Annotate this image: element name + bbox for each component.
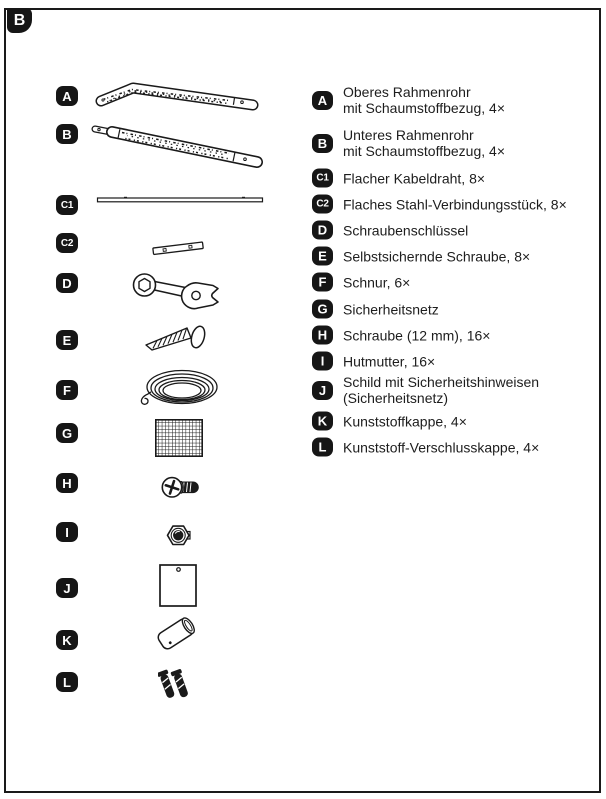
legend-item-h <box>312 326 490 345</box>
illustration-plastic-cap <box>154 610 200 656</box>
legend-badge-e: E <box>312 247 333 266</box>
legend-item-b <box>312 127 505 159</box>
illustration-lower-frame-tube <box>91 121 263 169</box>
part-marker-h: H <box>56 473 78 493</box>
legend-badge-l: L <box>312 438 333 457</box>
legend-label-c1: Flacher Kabeldraht, 8× <box>343 170 486 186</box>
legend-badge-f: F <box>312 273 333 292</box>
legend-badge-j: J <box>312 381 333 400</box>
part-marker-k: K <box>56 630 78 650</box>
part-marker-g: G <box>56 423 78 443</box>
legend-badge-g: G <box>312 300 333 319</box>
part-marker-e: E <box>56 330 78 350</box>
legend-label-a-line1: Oberes Rahmenrohr <box>343 84 471 100</box>
legend-badge-k: K <box>312 412 333 431</box>
legend-item-k <box>312 412 467 431</box>
legend-badge-i: I <box>312 352 333 371</box>
legend-label-c2: Flaches Stahl-Verbindungsstück, 8× <box>343 196 567 212</box>
illustration-safety-notice-sign <box>159 561 197 607</box>
part-marker-i: I <box>56 522 78 542</box>
illustration-cord-coil <box>139 368 219 410</box>
legend-label-b-line2: mit Schaumstoffbezug, 4× <box>343 143 505 159</box>
part-marker-c1: C1 <box>56 195 78 215</box>
legend-item-f <box>312 273 410 292</box>
illustration-flat-steel-connector <box>149 239 207 257</box>
legend-item-j <box>312 374 539 406</box>
legend-item-c1 <box>312 169 485 188</box>
legend-item-c2 <box>312 195 567 214</box>
legend-label-l: Kunststoff-Verschlusskappe, 4× <box>343 439 540 455</box>
legend-item-l <box>312 438 539 457</box>
legend-item-a <box>312 84 505 116</box>
legend-label-j-line1: Schild mit Sicherheitshinweisen <box>343 374 540 390</box>
legend-label-i: Hutmutter, 16× <box>343 353 436 369</box>
legend-badge-d: D <box>312 221 333 240</box>
part-marker-d: D <box>56 273 78 293</box>
legend-label-a-line2: mit Schaumstoffbezug, 4× <box>343 100 505 116</box>
step-label-badge: B <box>7 8 32 33</box>
legend-item-i <box>312 352 435 371</box>
legend-label-g: Sicherheitsnetz <box>343 301 439 317</box>
part-marker-j: J <box>56 578 78 598</box>
legend-label-d: Schraubenschlüssel <box>343 222 469 238</box>
illustration-plastic-closure-cap <box>158 659 194 705</box>
illustration-safety-net-mesh <box>155 419 203 457</box>
legend-label-k: Kunststoffkappe, 4× <box>343 413 467 429</box>
legend-badge-h: H <box>312 326 333 345</box>
legend-badge-a: A <box>312 91 333 110</box>
legend-label-f: Schnur, 6× <box>343 274 411 290</box>
illustration-self-locking-screw <box>145 324 211 354</box>
legend-label-h: Schraube (12 mm), 16× <box>343 327 491 343</box>
illustration-upper-frame-tube <box>95 79 259 115</box>
legend-item-g <box>312 300 439 319</box>
legend-label-e: Selbstsichernde Schraube, 8× <box>343 248 531 264</box>
part-marker-f: F <box>56 380 78 400</box>
part-marker-b: B <box>56 124 78 144</box>
illustration-flat-cable-wire <box>96 195 264 205</box>
part-marker-l: L <box>56 672 78 692</box>
illustration-wrench <box>130 272 224 314</box>
legend-badge-b: B <box>312 134 333 153</box>
illustration-cap-nut <box>166 524 194 550</box>
part-marker-a: A <box>56 86 78 106</box>
legend-item-d <box>312 221 468 240</box>
legend-item-e <box>312 247 530 266</box>
part-marker-c2: C2 <box>56 233 78 253</box>
legend-badge-c1: C1 <box>312 169 333 188</box>
legend-badge-c2: C2 <box>312 195 333 214</box>
legend-label-j-line2: (Sicherheitsnetz) <box>343 390 449 406</box>
illustration-bolt-12mm <box>160 475 200 500</box>
legend-label-b-line1: Unteres Rahmenrohr <box>343 127 474 143</box>
